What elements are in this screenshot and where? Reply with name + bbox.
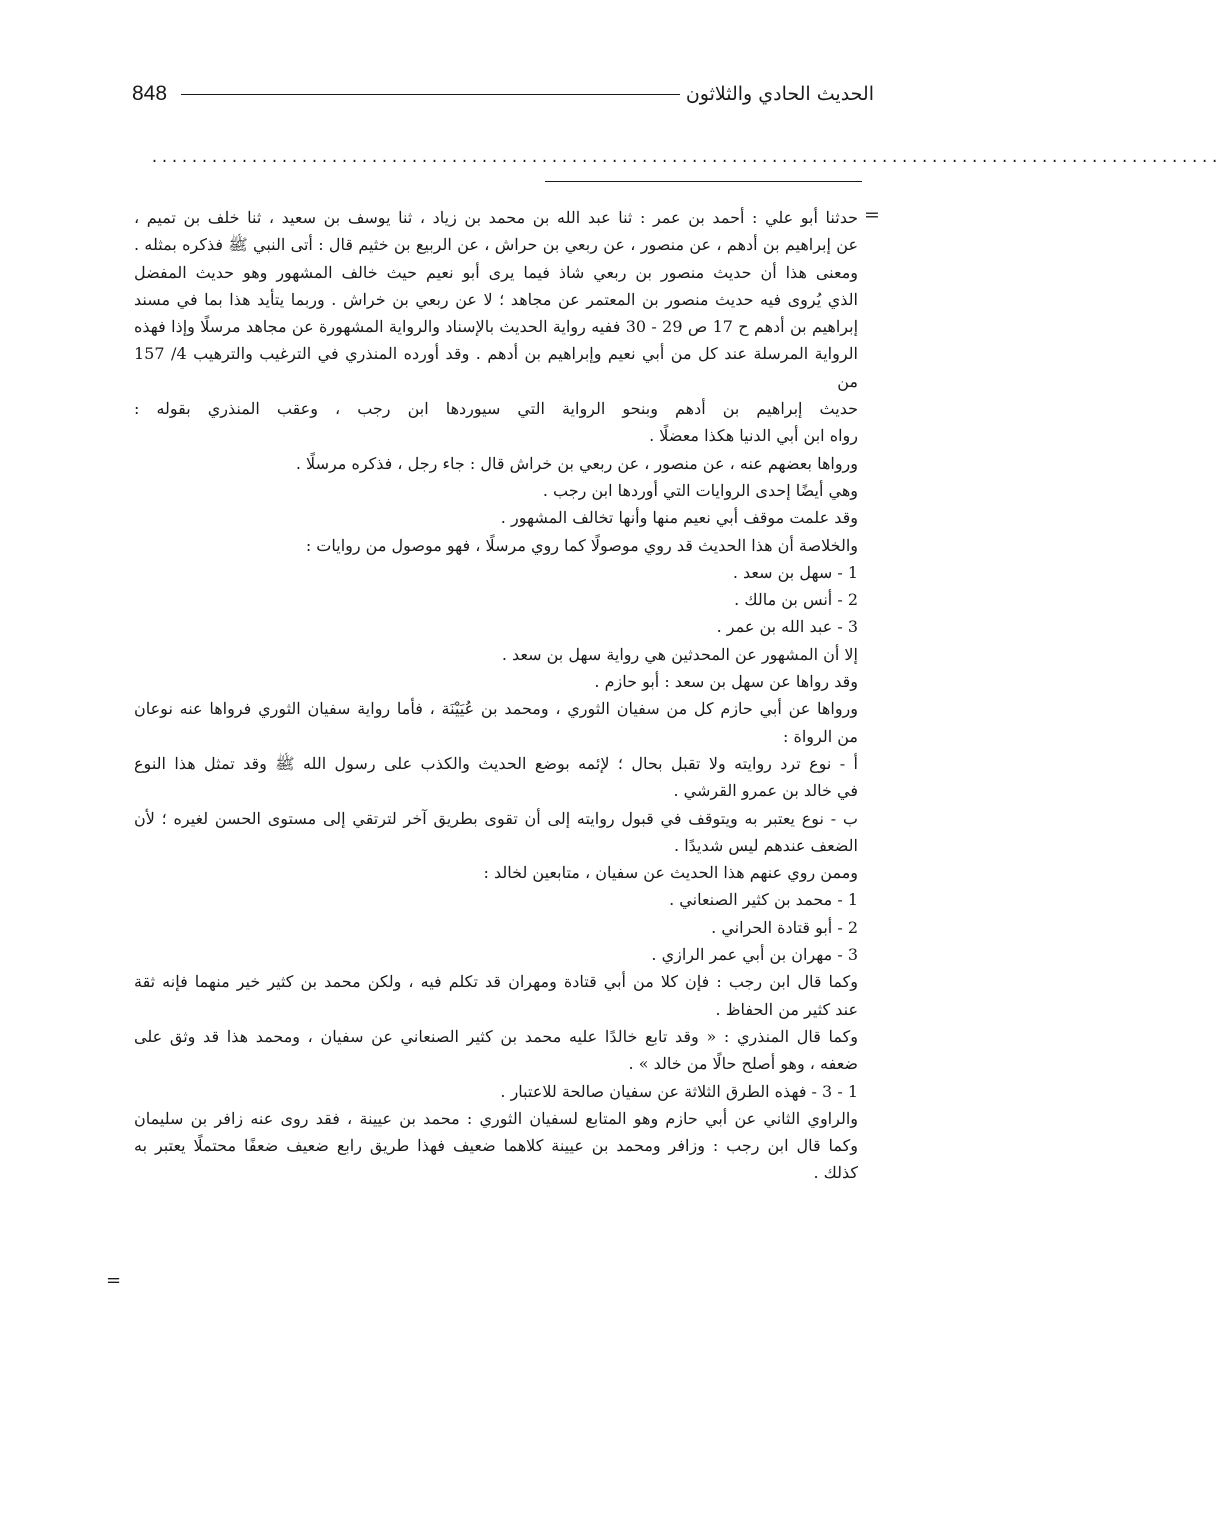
text-line: ورواها عن أبي حازم كل من سفيان الثوري ، ومحمد بن عُيَيْنَة ، فأما رواية سفيان الثوري فرواها عنه نوعان xyxy=(134,699,858,719)
text-line: 2 - أبو قتادة الحراني . xyxy=(711,917,858,937)
text-line: أ - نوع ترد روايته ولا تقبل بحال ؛ لإئمه بوضع الحديث والكذب على رسول الله ﷺ وقد تمثل هذا النوع xyxy=(134,753,858,773)
text-line: 3 - عبد الله بن عمر . xyxy=(716,617,858,637)
text-line: وقد علمت موقف أبي نعيم منها وأنها تخالف المشهور . xyxy=(500,508,858,528)
text-line: وقد رواها عن سهل بن سعد : أبو حازم . xyxy=(594,672,858,692)
dotted-separator: ........................................................................................................... xyxy=(150,150,1220,167)
text-line: 1 - 3 - فهذه الطرق الثلاثة عن سفيان صالحة للاعتبار . xyxy=(500,1081,858,1101)
text-line: عن إبراهيم بن أدهم ، عن منصور ، عن ربعي بن حراش ، عن الربيع بن خثيم قال : أتى النبي ﷺ فذكره بمثله . xyxy=(134,235,858,255)
text-line: كذلك . xyxy=(813,1163,858,1183)
text-line: والخلاصة أن هذا الحديث قد روي موصولًا كما روي مرسلًا ، فهو موصول من روايات : xyxy=(305,535,858,555)
text-line: 2 - أنس بن مالك . xyxy=(734,590,858,610)
text-line: حدثنا أبو علي : أحمد بن عمر : ثنا عبد الله بن محمد بن زياد ، ثنا يوسف بن سعيد ، ثنا خلف بن تميم ، xyxy=(134,208,858,227)
text-line: ضعفه ، وهو أصلح حالًا من خالد » . xyxy=(628,1054,858,1074)
text-line: 1 - محمد بن كثير الصنعاني . xyxy=(669,890,858,910)
text-line: من الرواة : xyxy=(782,726,858,746)
text-line: ومعنى هذا أن حديث منصور بن ربعي شاذ فيما يرى أبو نعيم حيث خالف المشهور وهو حديث المفضل xyxy=(134,262,858,282)
text-line: حديث إبراهيم بن أدهم وبنحو الرواية التي سيوردها ابن رجب ، وعقب المنذري بقوله : xyxy=(134,399,858,419)
text-line: والراوي الثاني عن أبي حازم وهو المتابع لسفيان الثوري : محمد بن عيينة ، فقد روى عنه زافر بن سليمان xyxy=(134,1108,858,1128)
text-line: عند كثير من الحفاظ . xyxy=(715,999,858,1019)
text-line: وهي أيضًا إحدى الروايات التي أوردها ابن رجب . xyxy=(542,480,858,500)
footnote-rule xyxy=(545,181,862,182)
header-rule xyxy=(181,94,680,95)
text-line: وكما قال ابن رجب : وزافر ومحمد بن عيينة كلاهما ضعيف فهذا طريق رابع ضعيف ضعفًا محتملًا يعتبر به xyxy=(134,1136,858,1156)
text-line: الضعف عندهم ليس شديدًا . xyxy=(674,835,858,855)
text-line: الرواية المرسلة عند كل من أبي نعيم وإبراهيم بن أدهم . وقد أورده المنذري في الترغيب والترهيب 4/ 157 من xyxy=(134,344,859,391)
text-line: 3 - مهران بن أبي عمر الرازي . xyxy=(651,945,858,965)
text-line: إلا أن المشهور عن المحدثين هي رواية سهل بن سعد . xyxy=(501,644,858,664)
text-line: وممن روي عنهم هذا الحديث عن سفيان ، متابعين لخالد : xyxy=(483,863,858,883)
text-line: 1 - سهل بن سعد . xyxy=(732,562,858,582)
continuation-mark-bottom: = xyxy=(106,1270,122,1291)
text-line: الذي يُروى فيه حديث منصور بن المعتمر عن مجاهد ؛ لا عن ربعي بن خراش . وربما يتأيد هذا بما في مسند xyxy=(134,289,858,309)
text-line: رواه ابن أبي الدنيا هكذا معضلًا . xyxy=(649,426,858,446)
page-header xyxy=(132,78,874,110)
text-line: وكما قال ابن رجب : فإن كلا من أبي قتادة ومهران قد تكلم فيه ، ولكن محمد بن كثير خير منهما فإنه ثقة xyxy=(134,972,858,992)
footnote-body xyxy=(134,204,858,1187)
text-line: في خالد بن عمرو القرشي . xyxy=(673,781,858,801)
text-line: وكما قال المنذري : « وقد تابع خالدًا عليه محمد بن كثير الصنعاني عن سفيان ، ومحمد هذا قد وثق على xyxy=(134,1026,858,1046)
continuation-mark-top: = xyxy=(864,204,880,226)
page-number: 848 xyxy=(132,82,168,105)
text-line: إبراهيم بن أدهم ح 17 ص 29 - 30 ففيه رواية الحديث بالإسناد والرواية المشهورة عن مجاهد مرسلًا وإذا فهذه xyxy=(134,317,859,337)
running-title: الحديث الحادي والثلاثون xyxy=(685,83,874,105)
text-line: ب - نوع يعتبر به ويتوقف في قبول روايته إلى أن تقوى بطريق آخر لترتقي إلى مستوى الحسن لغيره ؛ لأن xyxy=(134,808,858,828)
text-line: ورواها بعضهم عنه ، عن منصور ، عن ربعي بن خراش قال : جاء رجل ، فذكره مرسلًا . xyxy=(295,453,858,473)
